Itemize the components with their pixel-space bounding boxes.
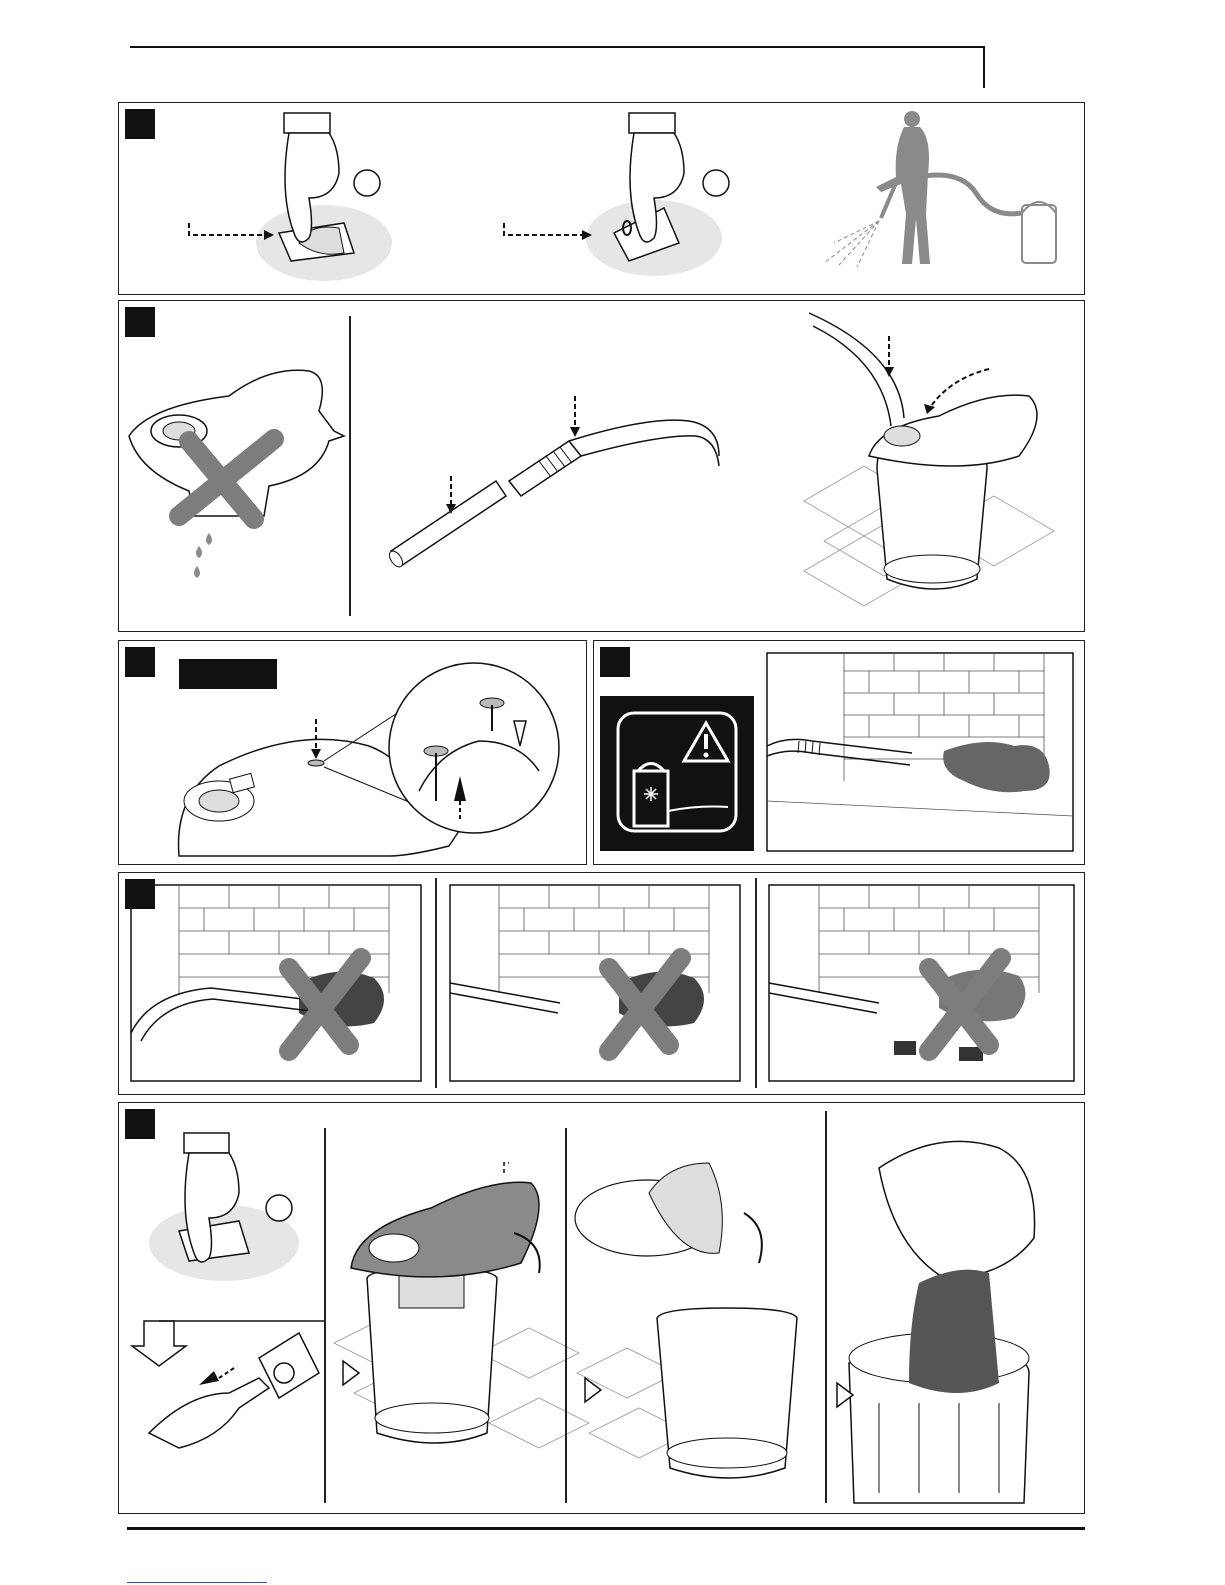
lift-filter-illustration — [575, 1163, 797, 1478]
hose-and-tube-illustration — [387, 396, 719, 569]
panel-d-illustration — [594, 641, 1083, 863]
panel-b-divider — [349, 316, 351, 616]
empty-container-illustration — [837, 1141, 1035, 1503]
switch-off-unplug-illustration — [132, 1133, 324, 1448]
panel-f-divider-3 — [825, 1111, 827, 1503]
person-vacuuming-illustration — [824, 111, 1056, 267]
panel-a — [118, 102, 1085, 295]
warning-pictogram — [600, 696, 754, 851]
panel-f-illustration — [119, 1103, 1083, 1512]
panel-f — [118, 1102, 1085, 1514]
panel-c — [118, 640, 587, 865]
step-marker — [125, 647, 155, 677]
no-glowing-embers — [769, 885, 1074, 1081]
cold-ashes-vacuuming-illustration — [767, 653, 1073, 851]
panel-b — [118, 300, 1085, 632]
step-marker — [125, 307, 155, 337]
no-hot-ashes-1 — [131, 885, 421, 1081]
step-marker — [600, 647, 630, 677]
top-rule-tick — [983, 46, 985, 88]
step-marker — [125, 879, 155, 909]
attach-hose-illustration — [804, 313, 1054, 606]
panel-b-illustration — [119, 301, 1083, 630]
panel-e-divider-2 — [755, 878, 757, 1088]
panel-e-divider-1 — [435, 878, 437, 1088]
panel-a-illustration — [119, 103, 1083, 293]
press-off-button-illustration — [504, 113, 729, 276]
remove-lid-illustration — [334, 1163, 589, 1448]
press-on-button-illustration — [189, 113, 392, 281]
footer-link[interactable] — [127, 1570, 267, 1583]
panel-e — [118, 872, 1085, 1095]
label-block — [179, 659, 277, 689]
top-rule — [130, 46, 985, 48]
step-marker — [125, 1109, 155, 1139]
panel-d — [593, 640, 1085, 865]
lid-latch-illustration — [179, 663, 560, 856]
step-marker — [125, 109, 155, 139]
snowflake-icon — [644, 787, 658, 801]
panel-e-illustration — [119, 873, 1083, 1093]
no-hot-ashes-2 — [450, 885, 740, 1081]
no-liquids-illustration — [129, 370, 344, 578]
panel-f-divider-2 — [565, 1128, 567, 1503]
panel-f-divider-1 — [324, 1128, 326, 1503]
bottom-rule — [127, 1527, 1085, 1530]
